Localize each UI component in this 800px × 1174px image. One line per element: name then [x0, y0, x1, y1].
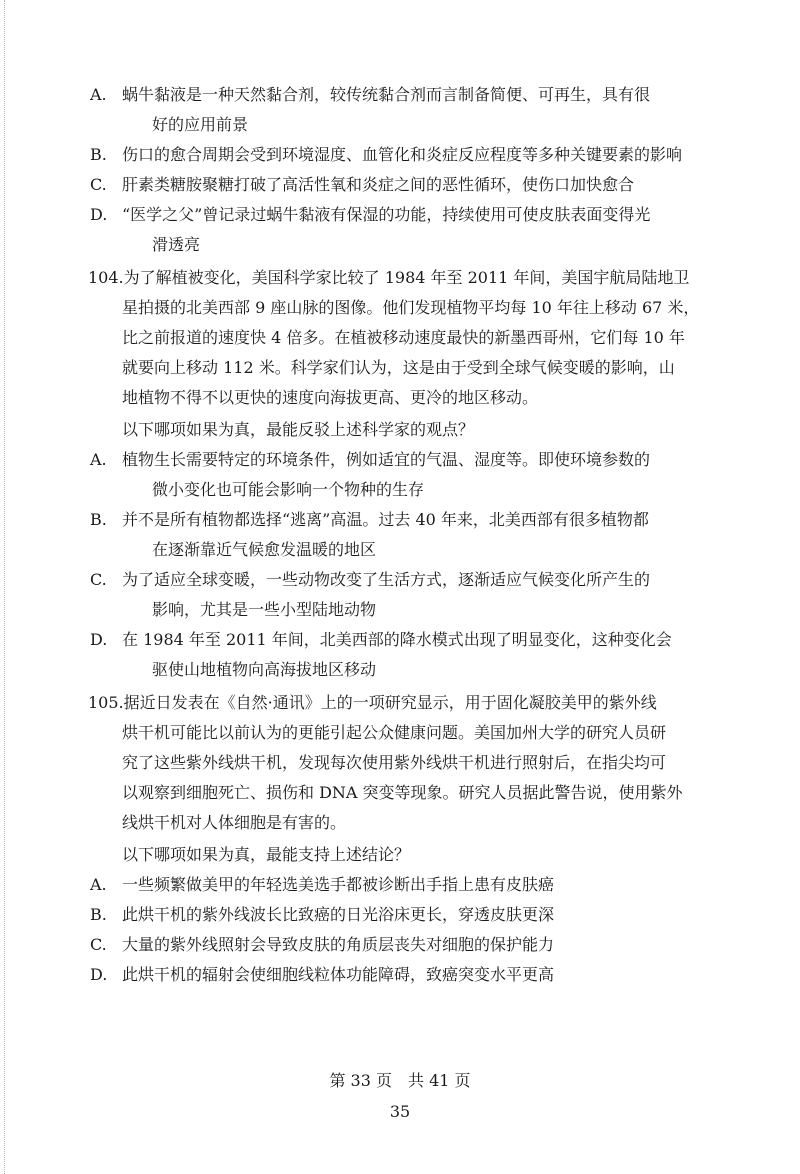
- option-line: 蜗牛黏液是一种天然黏合剂，较传统黏合剂而言制备简便、可再生，具有很: [122, 85, 651, 104]
- option-line: 此烘干机的辐射会使细胞线粒体功能障碍，致癌突变水平更高: [122, 965, 555, 984]
- option-line: 为了适应全球变暖，一些动物改变了生活方式，逐渐适应气候变化所产生的: [122, 570, 651, 589]
- option-c: [90, 565, 726, 625]
- option-letter: B.: [90, 510, 107, 529]
- option-line: 微小变化也可能会影响一个物种的生存: [152, 480, 425, 499]
- exam-page: [90, 80, 726, 990]
- question-104: [90, 263, 726, 413]
- option-letter: A.: [90, 450, 107, 469]
- option-letter: D.: [90, 630, 108, 649]
- question-stem-line: 星拍摄的北美西部 9 座山脉的图像。他们发现植物平均每 10 年往上移动 67 米，: [122, 298, 700, 317]
- option-line: 大量的紫外线照射会导致皮肤的角质层丧失对细胞的保护能力: [122, 935, 555, 954]
- option-b: [90, 505, 726, 565]
- option-b: [90, 140, 726, 170]
- option-letter: C.: [90, 175, 107, 194]
- question-stem-line: 比之前报道的速度快 4 倍多。在植被移动速度最快的新墨西哥州，它们每 10 年: [122, 328, 685, 347]
- option-line: 滑透亮: [152, 235, 201, 254]
- option-a: [90, 445, 726, 505]
- option-a: [90, 80, 726, 140]
- option-line: 影响，尤其是一些小型陆地动物: [152, 600, 377, 619]
- option-line: 一些频繁做美甲的年轻选美选手都被诊断出手指上患有皮肤癌: [122, 875, 555, 894]
- question-105: [90, 688, 726, 838]
- option-d: [90, 200, 726, 260]
- question-prompt: 以下哪项如果为真，最能反驳上述科学家的观点？: [122, 420, 475, 439]
- question-stem-line: 就要向上移动 112 米。科学家们认为，这是由于受到全球气候变暖的影响，山: [122, 358, 675, 377]
- option-letter: C.: [90, 570, 107, 589]
- option-letter: C.: [90, 935, 107, 954]
- prev-options: [90, 80, 726, 260]
- page-label: 第 33 页 共 41 页: [329, 1071, 471, 1090]
- option-a: [90, 870, 726, 900]
- option-line: 在逐渐靠近气候愈发温暖的地区: [152, 540, 377, 559]
- question-stem-line: 据近日发表在《自然·通讯》上的一项研究显示，用于固化凝胶美甲的紫外线: [123, 693, 657, 712]
- binding-edge: [4, 0, 5, 1174]
- option-line: 伤口的愈合周期会受到环境湿度、血管化和炎症反应程度等多种关键要素的影响: [122, 145, 683, 164]
- option-line: “医学之父”曾记录过蜗牛黏液有保湿的功能，持续使用可使皮肤表面变得光: [122, 205, 651, 224]
- option-line: 好的应用前景: [152, 115, 249, 134]
- page-number: 35: [389, 1102, 411, 1121]
- option-letter: A.: [90, 85, 107, 104]
- option-line: 此烘干机的紫外线波长比致癌的日光浴床更长，穿透皮肤更深: [122, 905, 555, 924]
- question-stem-line: 究了这些紫外线烘干机，发现每次使用紫外线烘干机进行照射后，在指尖均可: [122, 753, 667, 772]
- question-stem-line: 以观察到细胞死亡、损伤和 DNA 突变等现象。研究人员据此警告说，使用紫外: [122, 783, 683, 802]
- option-d: [90, 960, 726, 990]
- question-prompt: 以下哪项如果为真，最能支持上述结论？: [122, 845, 411, 864]
- option-d: [90, 625, 726, 685]
- option-line: 植物生长需要特定的环境条件，例如适宜的气温、湿度等。即使环境参数的: [122, 450, 651, 469]
- option-c: [90, 930, 726, 960]
- option-line: 肝素类糖胺聚糖打破了高活性氧和炎症之间的恶性循环，使伤口加快愈合: [122, 175, 635, 194]
- option-letter: D.: [90, 965, 108, 984]
- option-c: [90, 170, 726, 200]
- question-number: 105.: [88, 693, 124, 712]
- option-line: 并不是所有植物都选择“逃离”高温。过去 40 年来，北美西部有很多植物都: [122, 510, 649, 529]
- option-letter: B.: [90, 905, 107, 924]
- question-stem-line: 烘干机可能比以前认为的更能引起公众健康问题。美国加州大学的研究人员研: [122, 723, 667, 742]
- option-letter: D.: [90, 205, 108, 224]
- question-stem-line: 为了解植被变化，美国科学家比较了 1984 年至 2011 年间，美国宇航局陆地卫: [123, 268, 690, 287]
- option-letter: B.: [90, 145, 107, 164]
- question-stem-line: 线烘干机对人体细胞是有害的。: [122, 813, 347, 832]
- option-line: 驱使山地植物向高海拔地区移动: [152, 660, 377, 679]
- option-b: [90, 900, 726, 930]
- option-letter: A.: [90, 875, 107, 894]
- question-number: 104.: [88, 268, 124, 287]
- option-line: 在 1984 年至 2011 年间，北美西部的降水模式出现了明显变化，这种变化会: [122, 630, 672, 649]
- question-stem-line: 地植物不得不以更快的速度向海拔更高、更冷的地区移动。: [122, 388, 539, 407]
